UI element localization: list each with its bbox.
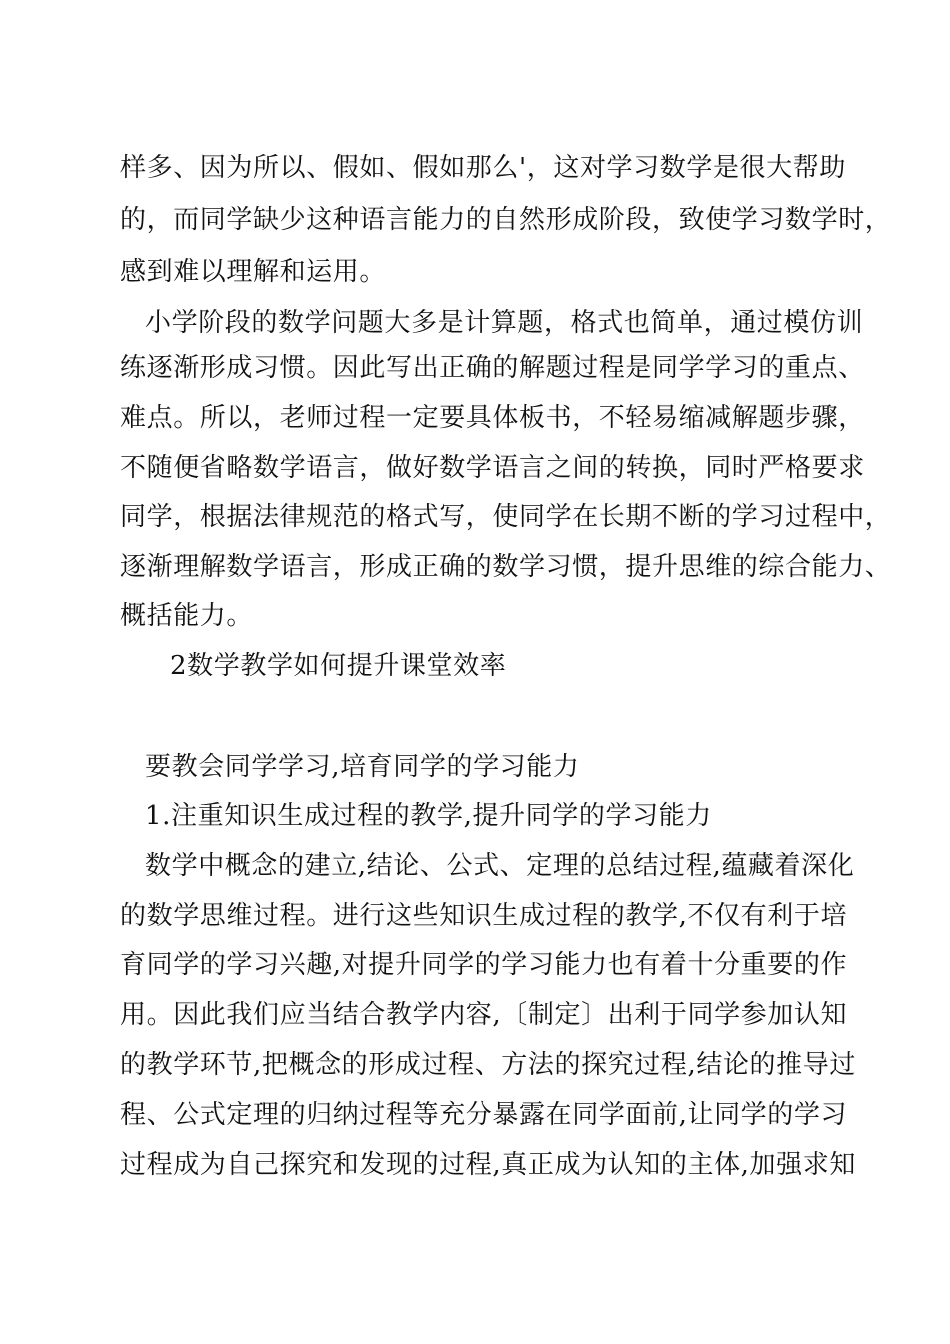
paragraph-3-line-3: 育同学的学习兴趣,对提升同学的学习能力也有着十分重要的作 <box>120 950 848 980</box>
paragraph-3-line-4: 用。因此我们应当结合教学内容,〔制定〕出利于同学参加认知 <box>120 1000 848 1030</box>
paragraph-3-line-2: 的数学思维过程。进行这些知识生成过程的教学,不仅有利于培 <box>120 901 848 931</box>
paragraph-2-line-7: 概括能力。 <box>120 601 254 631</box>
paragraph-1-line-3: 感到难以理解和运用。 <box>120 257 387 287</box>
paragraph-2-line-2: 练逐渐形成习惯。因此写出正确的解题过程是同学学习的重点、 <box>120 353 865 383</box>
paragraph-2-line-3: 难点。所以，老师过程一定要具体板书，不轻易缩减解题步骤， <box>120 403 865 433</box>
subheading: 要教会同学学习,培育同学的学习能力 <box>145 752 580 782</box>
section-heading: 2数学教学如何提升课堂效率 <box>170 651 507 681</box>
paragraph-3-line-6: 程、公式定理的归纳过程等充分暴露在同学面前,让同学的学习 <box>120 1100 848 1130</box>
paragraph-3-line-5: 的教学环节,把概念的形成过程、方法的探究过程,结论的推导过 <box>120 1050 856 1080</box>
paragraph-1-line-1: 样多、因为所以、假如、假如那么'，这对学习数学是很大帮助 <box>120 153 846 183</box>
paragraph-2-line-1: 小学阶段的数学问题大多是计算题，格式也简单，通过模仿训 <box>145 308 864 338</box>
paragraph-3-line-1: 数学中概念的建立,结论、公式、定理的总结过程,蕴藏着深化 <box>145 851 855 881</box>
paragraph-3-line-7: 过程成为自己探究和发现的过程,真正成为认知的主体,加强求知 <box>120 1150 856 1180</box>
item-1-title: 1.注重知识生成过程的教学,提升同学的学习能力 <box>145 801 712 831</box>
paragraph-2-line-5: 同学，根据法律规范的格式写，使同学在长期不断的学习过程中， <box>120 502 892 532</box>
paragraph-2-line-4: 不随便省略数学语言，做好数学语言之间的转换，同时严格要求 <box>120 453 865 483</box>
paragraph-2-line-6: 逐渐理解数学语言，形成正确的数学习惯，提升思维的综合能力、 <box>120 552 892 582</box>
paragraph-1-line-2: 的，而同学缺少这种语言能力的自然形成阶段，致使学习数学时， <box>120 205 892 235</box>
